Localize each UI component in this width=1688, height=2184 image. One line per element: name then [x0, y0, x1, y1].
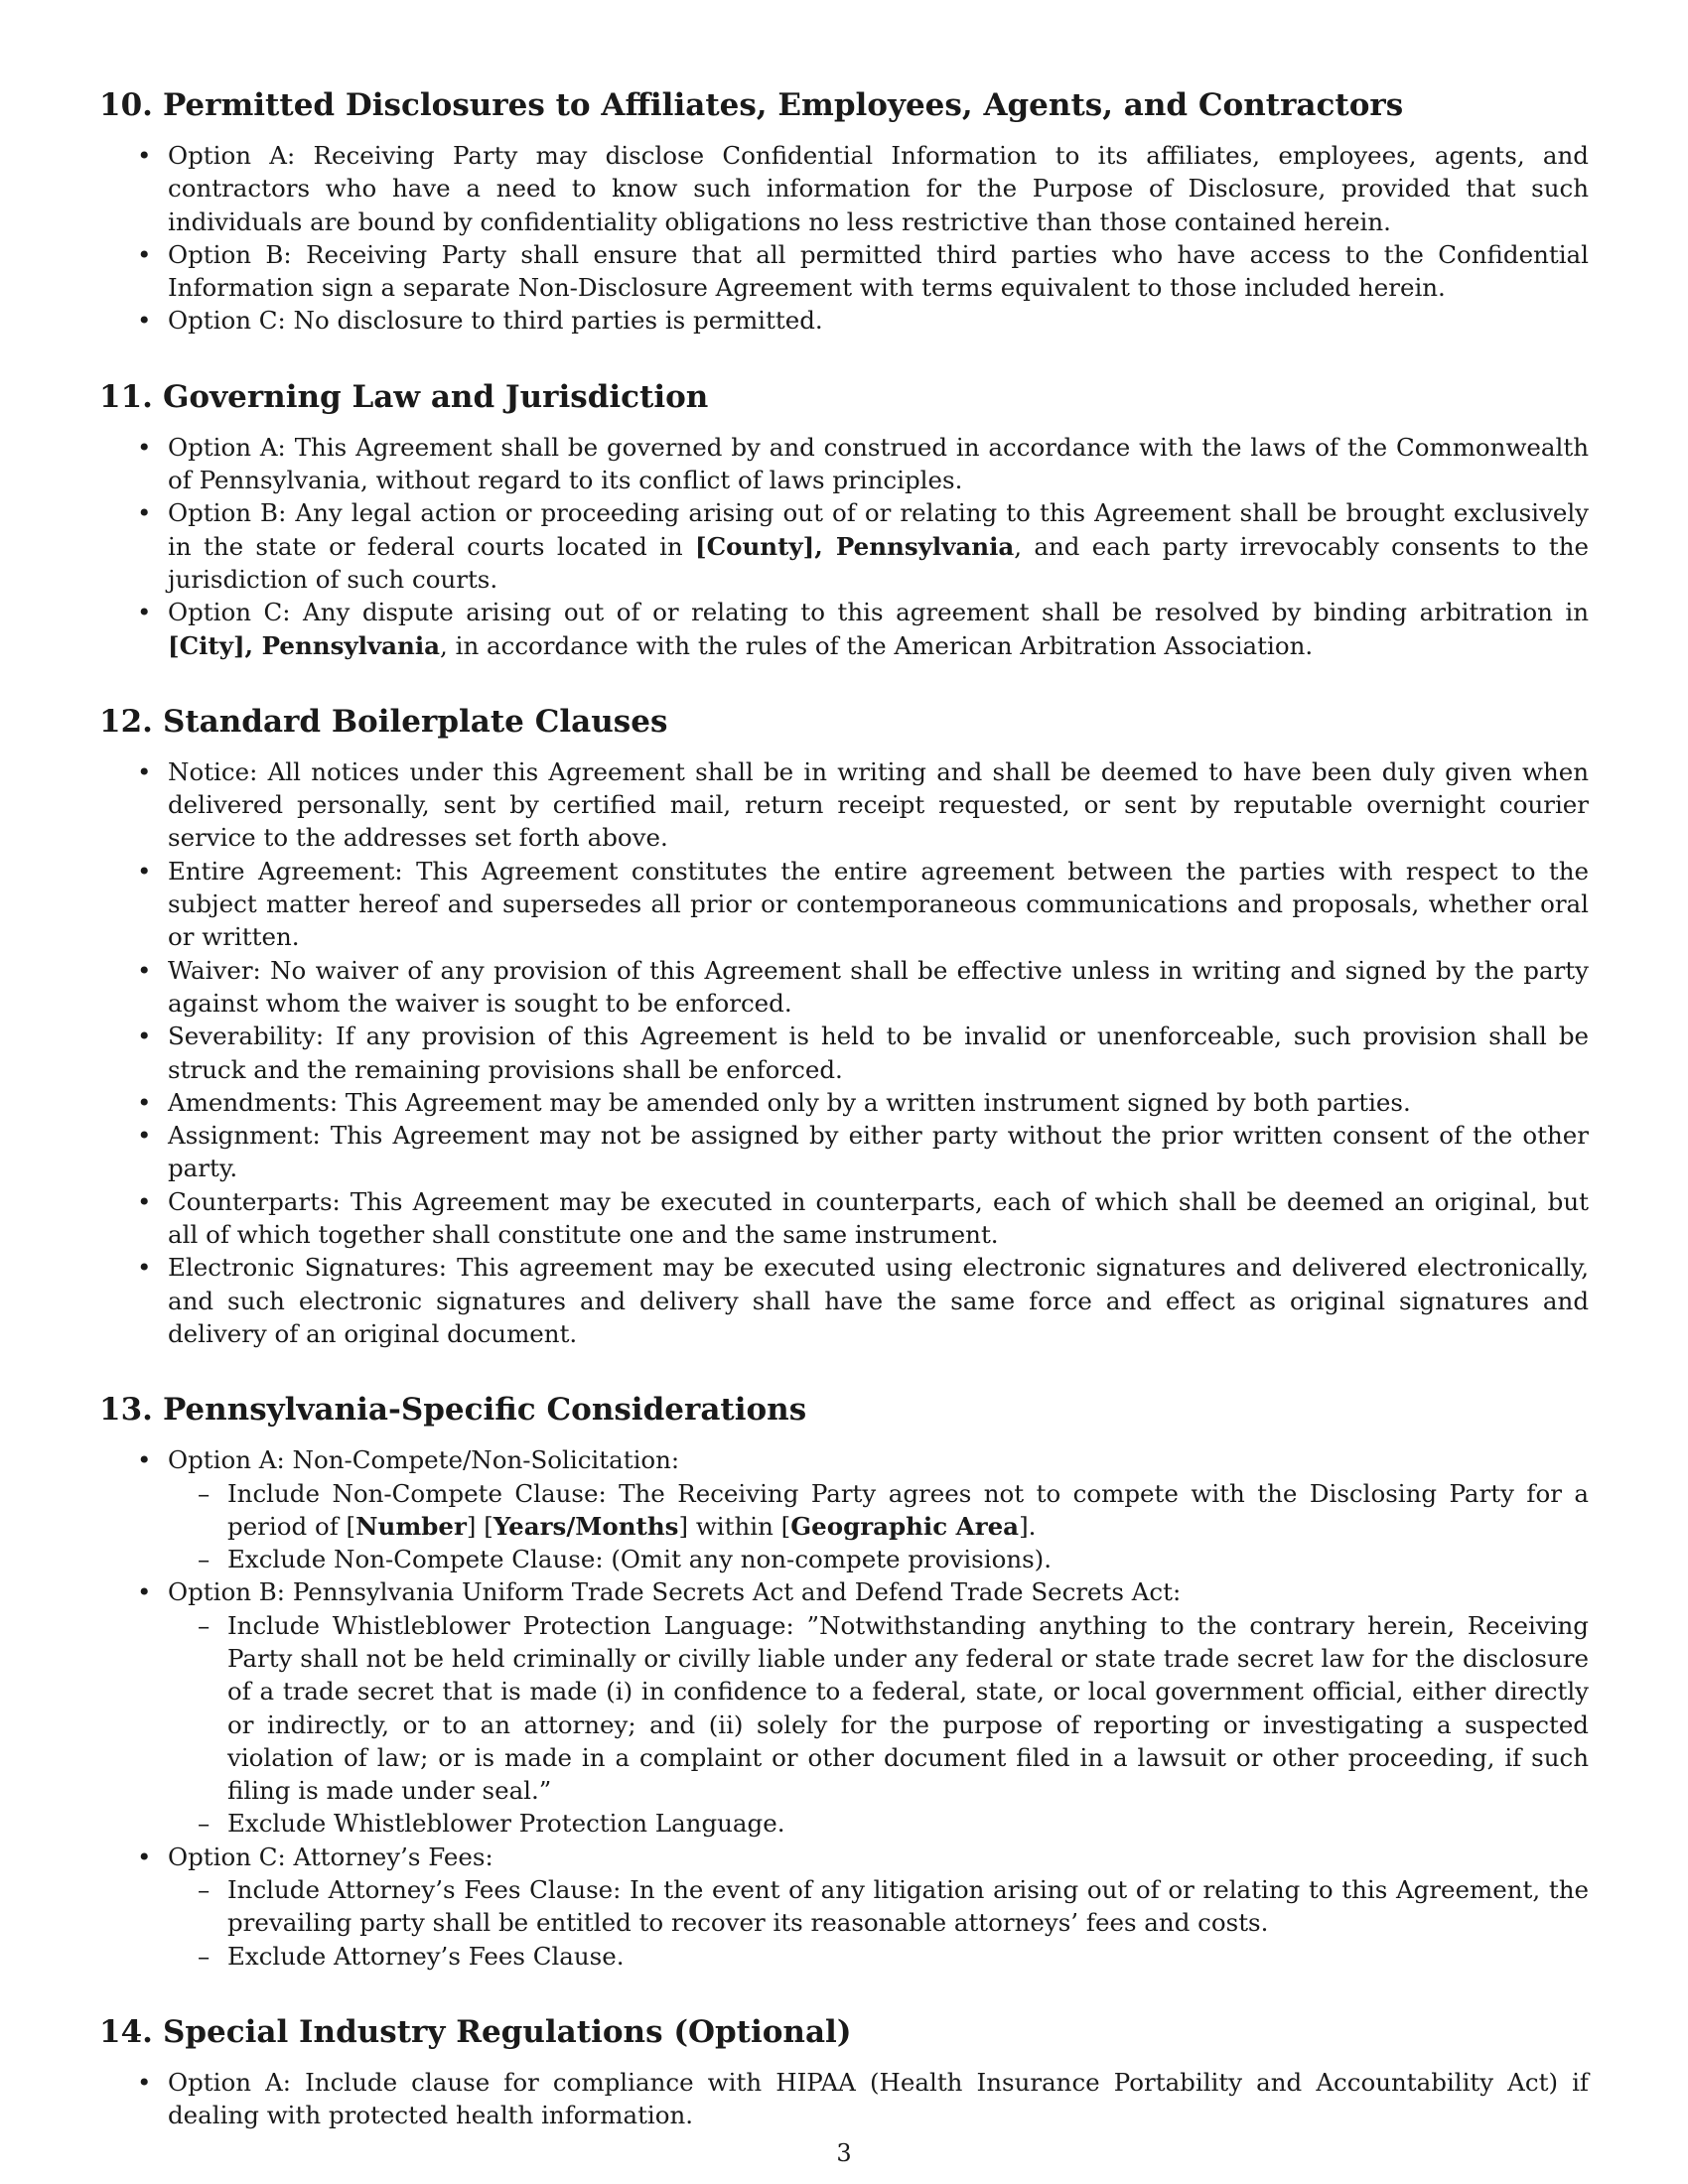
bullet-icon: •	[137, 1186, 152, 1216]
sub-list	[168, 1477, 1589, 1576]
sub-list-item	[168, 1609, 1589, 1808]
section-11	[99, 377, 1589, 662]
list-item	[99, 304, 1589, 337]
bullet-icon: •	[137, 141, 152, 170]
section-13	[99, 1390, 1589, 1973]
sub-list-item	[168, 1477, 1589, 1544]
list-item	[99, 2066, 1589, 2132]
item-text: Include Whistleblower Protection Language: ”Notwithstanding anything to the contrary herein, Receiving Party shall not be held criminally or civilly liable under any federal or state trade secret law for the disclosure of a trade secret that is made (i) in confidence to a federal, state, or local government official, either directly or indirectly, or to an attorney; and (ii) solely for the purpose of reporting or investigating a suspected violation of law; or is made in a complaint or other document filed in a lawsuit or other proceeding, if such filing is made under seal.”	[227, 1610, 1589, 1806]
section-heading	[99, 702, 1589, 742]
bullet-icon: •	[137, 1087, 152, 1117]
bullet-icon: •	[137, 1445, 152, 1475]
item-text: Electronic Signatures: This agreement may be executed using electronic signatures and delivered electronically, and such electronic signatures and delivery shall have the same force and effect as original signatures and delivery of an original document.	[168, 1253, 1589, 1348]
sub-list-item	[168, 1543, 1589, 1575]
list-item	[99, 1185, 1589, 1252]
list-item	[99, 1086, 1589, 1119]
item-text: Exclude Attorney’s Fees Clause.	[227, 1941, 625, 1971]
section-title: Governing Law and Jurisdiction	[162, 378, 709, 415]
section-title: Special Industry Regulations (Optional)	[162, 2013, 852, 2050]
item-text: Option C: Attorney’s Fees:	[168, 1842, 493, 1871]
item-text: Option B: Pennsylvania Uniform Trade Secrets Act and Defend Trade Secrets Act:	[168, 1577, 1182, 1607]
bullet-icon: •	[137, 306, 152, 336]
bullet-icon: •	[137, 598, 152, 627]
item-text: Notice: All notices under this Agreement shall be in writing and shall be deemed to have been duly given when delivered personally, sent by certified mail, return receipt requested, or sent by reputable overnight courier service to the addresses set forth above.	[168, 756, 1589, 853]
dash-icon: –	[198, 1545, 211, 1574]
list-item	[99, 755, 1589, 855]
section-heading	[99, 2012, 1589, 2052]
item-text: Waiver: No waiver of any provision of this Agreement shall be effective unless in writing and signed by the party against whom the waiver is sought to be enforced.	[168, 955, 1589, 1018]
list-item	[99, 1119, 1589, 1185]
item-text: Option C: No disclosure to third parties is permitted.	[168, 306, 823, 336]
section-heading	[99, 85, 1589, 125]
section-14	[99, 2012, 1589, 2132]
list-item	[99, 1443, 1589, 1575]
list-item	[99, 1841, 1589, 1973]
bullet-icon: •	[137, 955, 152, 985]
item-text: Amendments: This Agreement may be amended only by a written instrument signed by both parties.	[168, 1087, 1411, 1117]
bullet-icon: •	[137, 1121, 152, 1151]
section-number: 14.	[99, 2013, 153, 2050]
sub-list-item	[168, 1807, 1589, 1840]
item-text: Option B: Receiving Party shall ensure that all permitted third parties who have access to the Confidential Information sign a separate Non-Disclosure Agreement with terms equivalent to those included herein.	[168, 239, 1589, 303]
list-item	[99, 954, 1589, 1021]
list-item	[99, 1020, 1589, 1086]
bullet-list	[99, 755, 1589, 1350]
bullet-icon: •	[137, 1253, 152, 1283]
section-12	[99, 702, 1589, 1350]
bold-placeholder: [City], Pennsylvania	[168, 630, 441, 660]
section-title: Permitted Disclosures to Affiliates, Employees, Agents, and Contractors	[162, 87, 1404, 123]
text-run: ] [	[466, 1511, 493, 1541]
text-run: , in accordance with the rules of the American Arbitration Association.	[440, 630, 1314, 660]
bold-placeholder: Number	[355, 1511, 467, 1541]
item-text: Option A: Non-Compete/Non-Solicitation:	[168, 1445, 680, 1475]
text-run: ] within [	[678, 1511, 791, 1541]
bullet-list	[99, 431, 1589, 662]
item-text: Counterparts: This Agreement may be executed in counterparts, each of which shall be deemed an original, but all of which together shall constitute one and the same instrument.	[168, 1186, 1589, 1250]
bullet-icon: •	[137, 856, 152, 886]
text-run: ].	[1019, 1511, 1037, 1541]
text-run: Option C: Any dispute arising out of or relating to this agreement shall be resolved by binding arbitration in	[168, 598, 1589, 627]
list-item	[99, 596, 1589, 662]
list-item	[99, 496, 1589, 596]
section-title: Standard Boilerplate Clauses	[162, 703, 668, 740]
section-number: 12.	[99, 703, 153, 740]
section-number: 11.	[99, 378, 153, 415]
bullet-icon: •	[137, 498, 152, 528]
bullet-icon: •	[137, 432, 152, 462]
dash-icon: –	[198, 1610, 211, 1640]
document-body	[99, 85, 1589, 2172]
sub-list-item	[168, 1873, 1589, 1940]
item-text: Option A: Receiving Party may disclose Confidential Information to its affiliates, employees, agents, and contractors who have a need to know such information for the Purpose of Disclosure, provided that such individuals are bound by confidentiality obligations no less restrictive than those contained herein.	[168, 141, 1589, 236]
list-item	[99, 855, 1589, 954]
item-text: Severability: If any provision of this Agreement is held to be invalid or unenforceable, such provision shall be struck and the remaining provisions shall be enforced.	[168, 1022, 1589, 1084]
section-heading	[99, 1390, 1589, 1430]
section-heading	[99, 377, 1589, 417]
section-number: 10.	[99, 87, 153, 123]
list-item	[99, 139, 1589, 238]
text-run: Option B: Any legal action or proceeding arising out of or relating to this Agreement shall be brought exclusively in the state or federal courts located in	[168, 498, 1589, 561]
bullet-icon: •	[137, 1577, 152, 1607]
sub-list	[168, 1873, 1589, 1973]
section-title: Pennsylvania-Specific Considerations	[162, 1392, 807, 1429]
page-number: 3	[836, 2139, 852, 2167]
list-item	[99, 431, 1589, 497]
item-text: Option A: Include clause for compliance with HIPAA (Health Insurance Portability and Accountability Act) if dealing with protected health information.	[168, 2067, 1589, 2130]
item-text: Exclude Whistleblower Protection Language.	[227, 1809, 785, 1839]
section-number: 13.	[99, 1392, 153, 1429]
dash-icon: –	[198, 1809, 211, 1839]
dash-icon: –	[198, 1875, 211, 1905]
text-run: Include Non-Compete Clause: The Receiving Party agrees not to compete with the Disclosing Party for a period of [	[227, 1478, 1589, 1541]
bullet-icon: •	[137, 1022, 152, 1051]
bullet-list	[99, 2066, 1589, 2132]
bold-placeholder: Years/Months	[492, 1511, 679, 1541]
list-item	[99, 238, 1589, 305]
dash-icon: –	[198, 1941, 211, 1971]
item-text: Include Attorney’s Fees Clause: In the event of any litigation arising out of or relating to this Agreement, the prevailing party shall be entitled to recover its reasonable attorneys’ fees and costs.	[227, 1875, 1589, 1938]
bullet-icon: •	[137, 756, 152, 786]
dash-icon: –	[198, 1478, 211, 1508]
item-text: Exclude Non-Compete Clause: (Omit any non-compete provisions).	[227, 1545, 1053, 1574]
bullet-list	[99, 1443, 1589, 1973]
bullet-icon: •	[137, 1842, 152, 1871]
list-item	[99, 1575, 1589, 1840]
item-text: Assignment: This Agreement may not be assigned by either party without the prior written consent of the other party.	[168, 1121, 1589, 1183]
text-run: , and each party irrevocably consents to the jurisdiction of such courts.	[168, 531, 1590, 594]
list-item	[99, 1251, 1589, 1350]
bullet-icon: •	[137, 239, 152, 269]
sub-list	[168, 1609, 1589, 1841]
sub-list-item	[168, 1940, 1589, 1973]
bullet-icon: •	[137, 2067, 152, 2097]
bullet-list	[99, 139, 1589, 338]
bold-placeholder: Geographic Area	[790, 1511, 1020, 1541]
section-10	[99, 85, 1589, 338]
bold-placeholder: [County], Pennsylvania	[695, 531, 1015, 561]
item-text: Option A: This Agreement shall be governed by and construed in accordance with the laws of the Commonwealth of Pennsylvania, without regard to its conflict of laws principles.	[168, 432, 1589, 495]
item-text: Entire Agreement: This Agreement constitutes the entire agreement between the parties with respect to the subject matter hereof and supersedes all prior or contemporaneous communications and proposals, whether oral or written.	[168, 856, 1589, 952]
